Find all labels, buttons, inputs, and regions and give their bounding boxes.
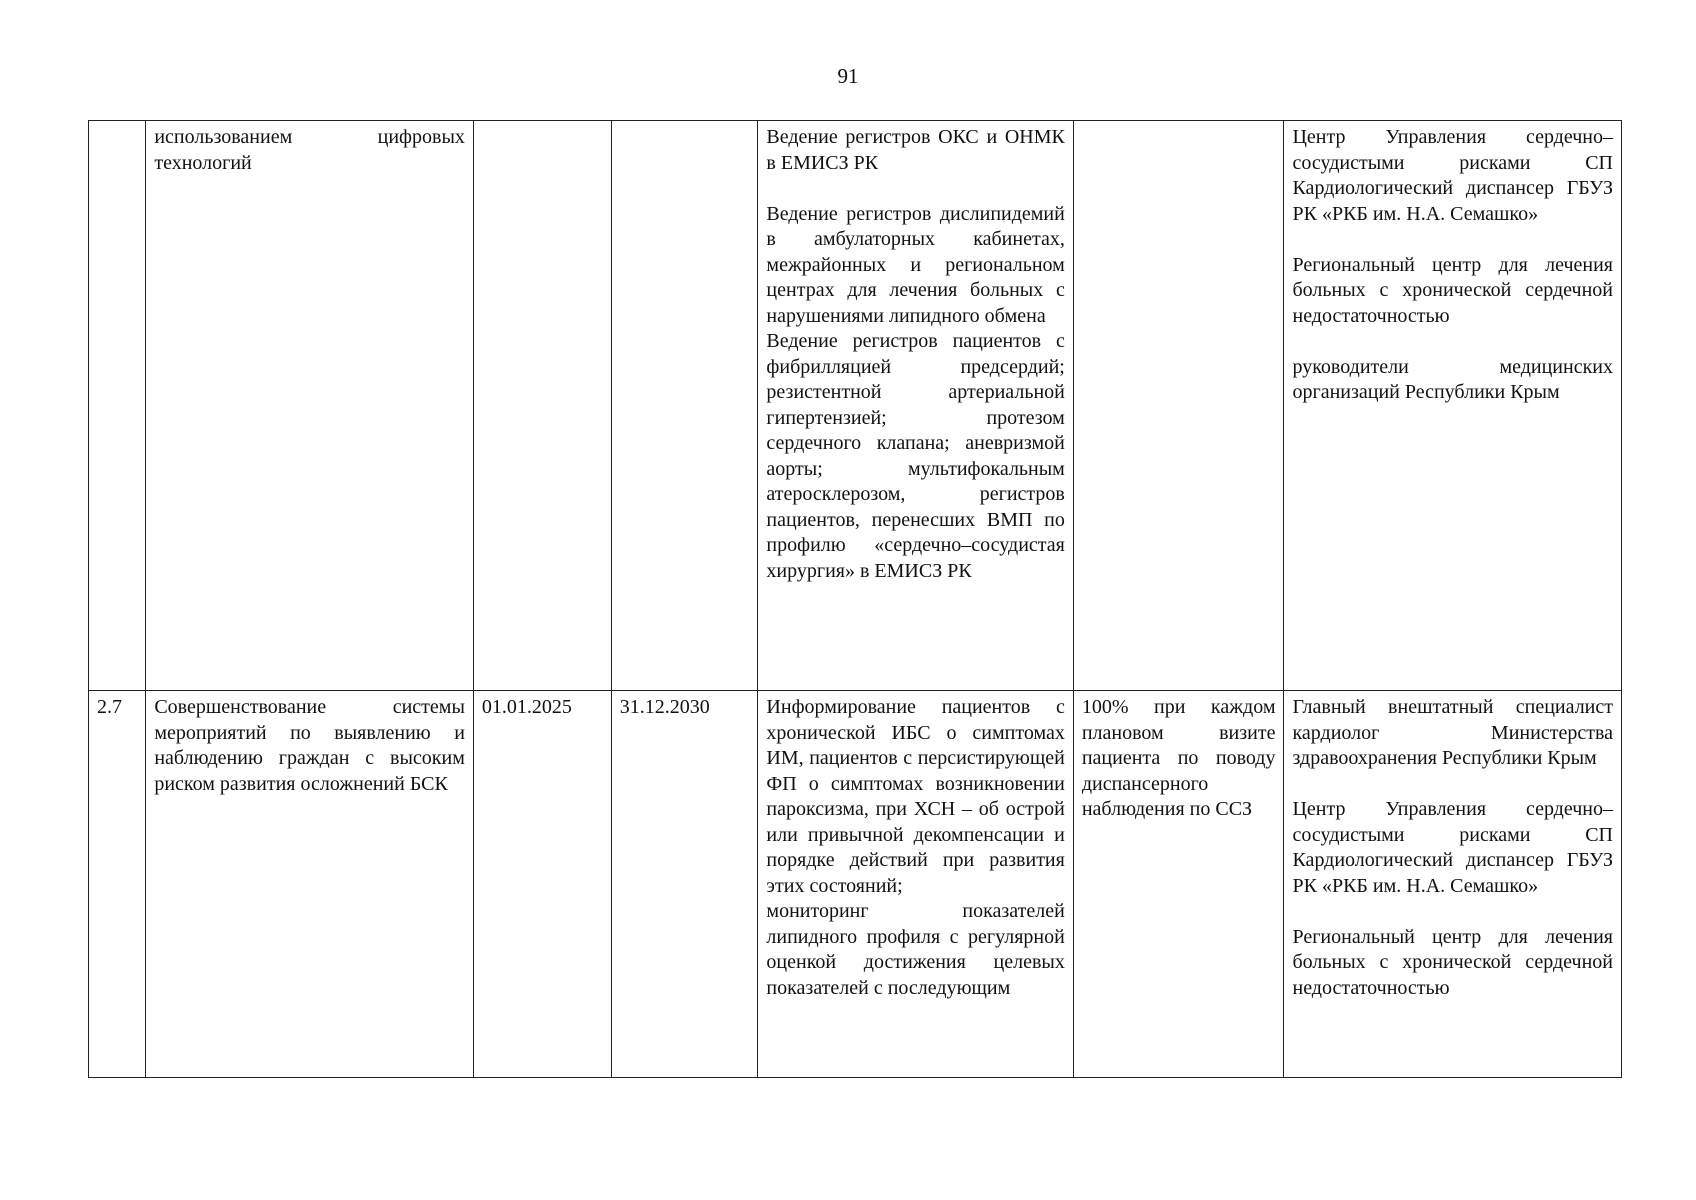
- description-paragraph: Ведение регистров ОКС и ОНМК в ЕМИСЗ РК: [766, 126, 1065, 174]
- cell-responsible: [1284, 691, 1622, 1078]
- responsible-paragraph: руководители медицинских организаций Республики Крым: [1292, 355, 1613, 403]
- description-paragraph: Ведение регистров пациентов с фибрилляцией предсердий; резистентной артериальной гипертензией; протезом сердечного клапана; аневризмой аорты; мультифокальным атеросклерозом, регистров пациентов, перенесших ВМП по профилю «сердечно–сосудистая хирургия» в ЕМИСЗ РК: [766, 330, 1065, 582]
- description-paragraph: Информирование пациентов с хронической ИБС о симптомах ИМ, пациентов с персистирующей ФП о симптомах возникновении пароксизма, при ХСН – об острой или привычной декомпенсации и порядке действий при развития этих состояний;: [766, 696, 1065, 897]
- cell-description: [758, 691, 1073, 1078]
- page-number: 91: [837, 64, 859, 88]
- cell-responsible: [1284, 121, 1622, 691]
- table-row: [89, 121, 1622, 691]
- responsible-paragraph: Центр Управления сердечно–сосудистыми рисками СП Кардиологический диспансер ГБУЗ РК «РКБ им. Н.А. Семашко»: [1292, 126, 1613, 225]
- responsible-paragraph: Главный внештатный специалист кардиолог Министерства здравоохранения Республики Крым: [1292, 696, 1613, 769]
- cell-number: 2.7: [89, 691, 146, 1078]
- table-row: [89, 691, 1622, 1078]
- cell-target: [1073, 121, 1284, 691]
- cell-measure-name: использованием цифровых технологий: [146, 121, 474, 691]
- description-paragraph: Ведение регистров дислипидемий в амбулаторных кабинетах, межрайонных и региональном центрах для лечения больных с нарушениями липидного обмена: [766, 202, 1065, 327]
- cell-end-date: [611, 121, 758, 691]
- cell-start-date: [473, 121, 611, 691]
- cell-end-date: 31.12.2030: [611, 691, 758, 1078]
- responsible-paragraph: Региональный центр для лечения больных с хронической сердечной недостаточностью: [1292, 253, 1613, 327]
- cell-number: [89, 121, 146, 691]
- description-paragraph: мониторинг показателей липидного профиля с регулярной оценкой достижения целевых показателей с последующим: [766, 900, 1065, 999]
- cell-measure-name: Совершенствование системы мероприятий по выявлению и наблюдению граждан с высоким риском развития осложнений БСК: [146, 691, 474, 1078]
- cell-target: 100% при каждом плановом визите пациента по поводу диспансерного наблюдения по ССЗ: [1073, 691, 1284, 1078]
- responsible-paragraph: Региональный центр для лечения больных с хронической сердечной недостаточностью: [1292, 925, 1613, 999]
- cell-start-date: 01.01.2025: [473, 691, 611, 1078]
- cell-description: [758, 121, 1073, 691]
- measures-table: [88, 120, 1622, 1078]
- responsible-paragraph: Центр Управления сердечно–сосудистыми рисками СП Кардиологический диспансер ГБУЗ РК «РКБ им. Н.А. Семашко»: [1292, 798, 1613, 897]
